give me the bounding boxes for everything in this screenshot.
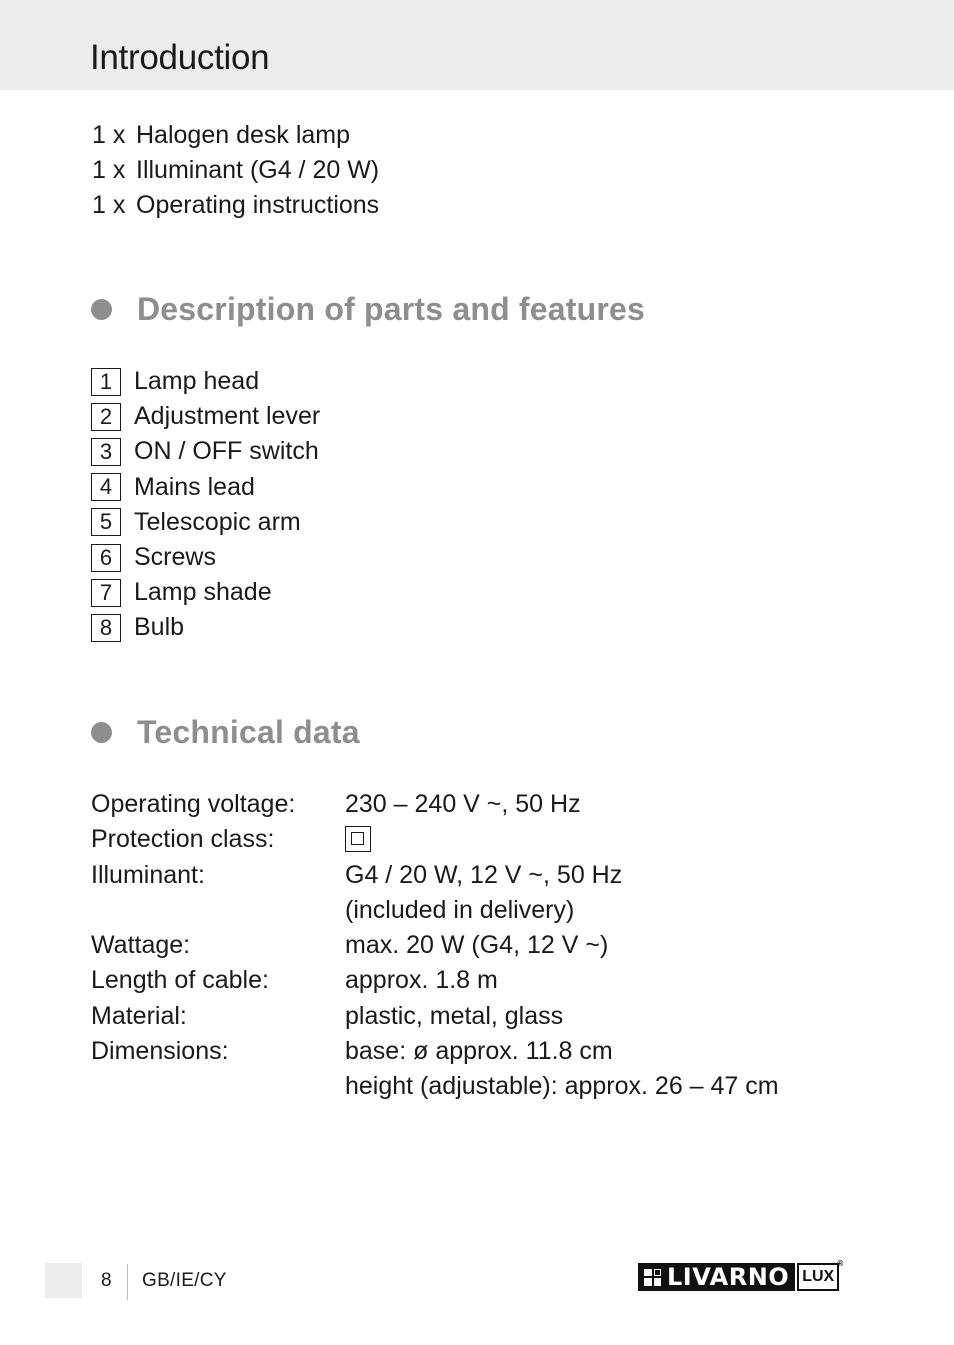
list-item: [91, 470, 320, 505]
section-heading-text: Technical data: [137, 713, 360, 750]
spec-label: Dimensions:: [91, 1037, 229, 1066]
spec-value: [345, 822, 371, 857]
table-row: [91, 1034, 779, 1105]
part-label: Screws: [134, 543, 216, 572]
spec-label: Illuminant:: [91, 860, 205, 889]
part-number-box: 7: [91, 579, 121, 607]
item-quantity: 1 x: [92, 156, 126, 184]
list-item: [91, 610, 320, 645]
part-label: Mains lead: [134, 472, 255, 501]
spec-label: Wattage:: [91, 931, 191, 960]
spec-value: 230 – 240 V ~, 50 Hz: [345, 790, 581, 818]
footer-gray-box: [45, 1263, 82, 1298]
table-row: [91, 822, 779, 857]
brand-logo: [638, 1259, 844, 1291]
part-label: ON / OFF switch: [134, 437, 319, 466]
bullet-dot-icon: [91, 722, 112, 743]
part-number-box: 6: [91, 544, 121, 572]
part-label: Lamp head: [134, 367, 260, 396]
list-item: [91, 505, 320, 540]
spec-label: Protection class:: [91, 825, 275, 854]
table-row: [91, 787, 779, 822]
parts-section-heading: [91, 289, 645, 329]
spec-label: Material:: [91, 1001, 187, 1030]
package-contents-list: [92, 118, 379, 223]
item-name: Illuminant (G4 / 20 W): [136, 156, 380, 184]
registered-mark: ®: [837, 1259, 844, 1268]
technical-section-heading: [91, 712, 360, 752]
spec-value: approx. 1.8 m: [345, 966, 498, 995]
list-item: [92, 153, 379, 188]
list-item: [91, 434, 320, 469]
page-number: 8: [101, 1270, 112, 1291]
list-item: [92, 188, 379, 223]
spec-label: Operating voltage:: [91, 790, 296, 818]
country-codes: GB/IE/CY: [142, 1270, 227, 1291]
spec-value: base: ø approx. 11.8 cm height (adjustable): approx. 26 – 47 cm: [345, 1037, 779, 1101]
spec-value: G4 / 20 W, 12 V ~, 50 Hz (included in delivery): [345, 860, 623, 924]
part-number-box: 8: [91, 614, 121, 642]
part-number-box: 3: [91, 438, 121, 466]
list-item: [91, 364, 320, 399]
table-row: [91, 858, 779, 929]
list-item: [91, 399, 320, 434]
brand-sub: LUX ®: [797, 1263, 839, 1291]
part-label: Telescopic arm: [134, 507, 301, 536]
item-name: Halogen desk lamp: [136, 121, 351, 149]
brand-logo-main: [638, 1263, 795, 1291]
bullet-dot-icon: [91, 299, 112, 320]
protection-class-ii-icon: [345, 826, 371, 852]
part-label: Adjustment lever: [134, 402, 321, 431]
brand-name: LIVARNO: [667, 1263, 790, 1291]
list-item: [92, 118, 379, 153]
spec-label: Length of cable:: [91, 966, 269, 995]
brand-squares-icon: [644, 1269, 661, 1286]
table-row: [91, 963, 779, 998]
part-label: Bulb: [134, 613, 185, 642]
part-number-box: 5: [91, 508, 121, 536]
footer-divider: [127, 1264, 128, 1300]
page-title: Introduction: [90, 38, 270, 77]
item-name: Operating instructions: [136, 191, 380, 219]
spec-value: max. 20 W (G4, 12 V ~): [345, 931, 609, 960]
part-number-box: 2: [91, 403, 121, 431]
parts-list: [91, 364, 320, 646]
spec-value: plastic, metal, glass: [345, 1001, 564, 1030]
part-number-box: 4: [91, 473, 121, 501]
part-label: Lamp shade: [134, 578, 272, 607]
technical-data-table: [91, 787, 779, 1105]
list-item: [91, 575, 320, 610]
table-row: [91, 928, 779, 963]
item-quantity: 1 x: [92, 191, 126, 219]
part-number-box: 1: [91, 368, 121, 396]
section-heading-text: Description of parts and features: [137, 290, 646, 327]
table-row: [91, 999, 779, 1034]
list-item: [91, 540, 320, 575]
item-quantity: 1 x: [92, 121, 126, 149]
